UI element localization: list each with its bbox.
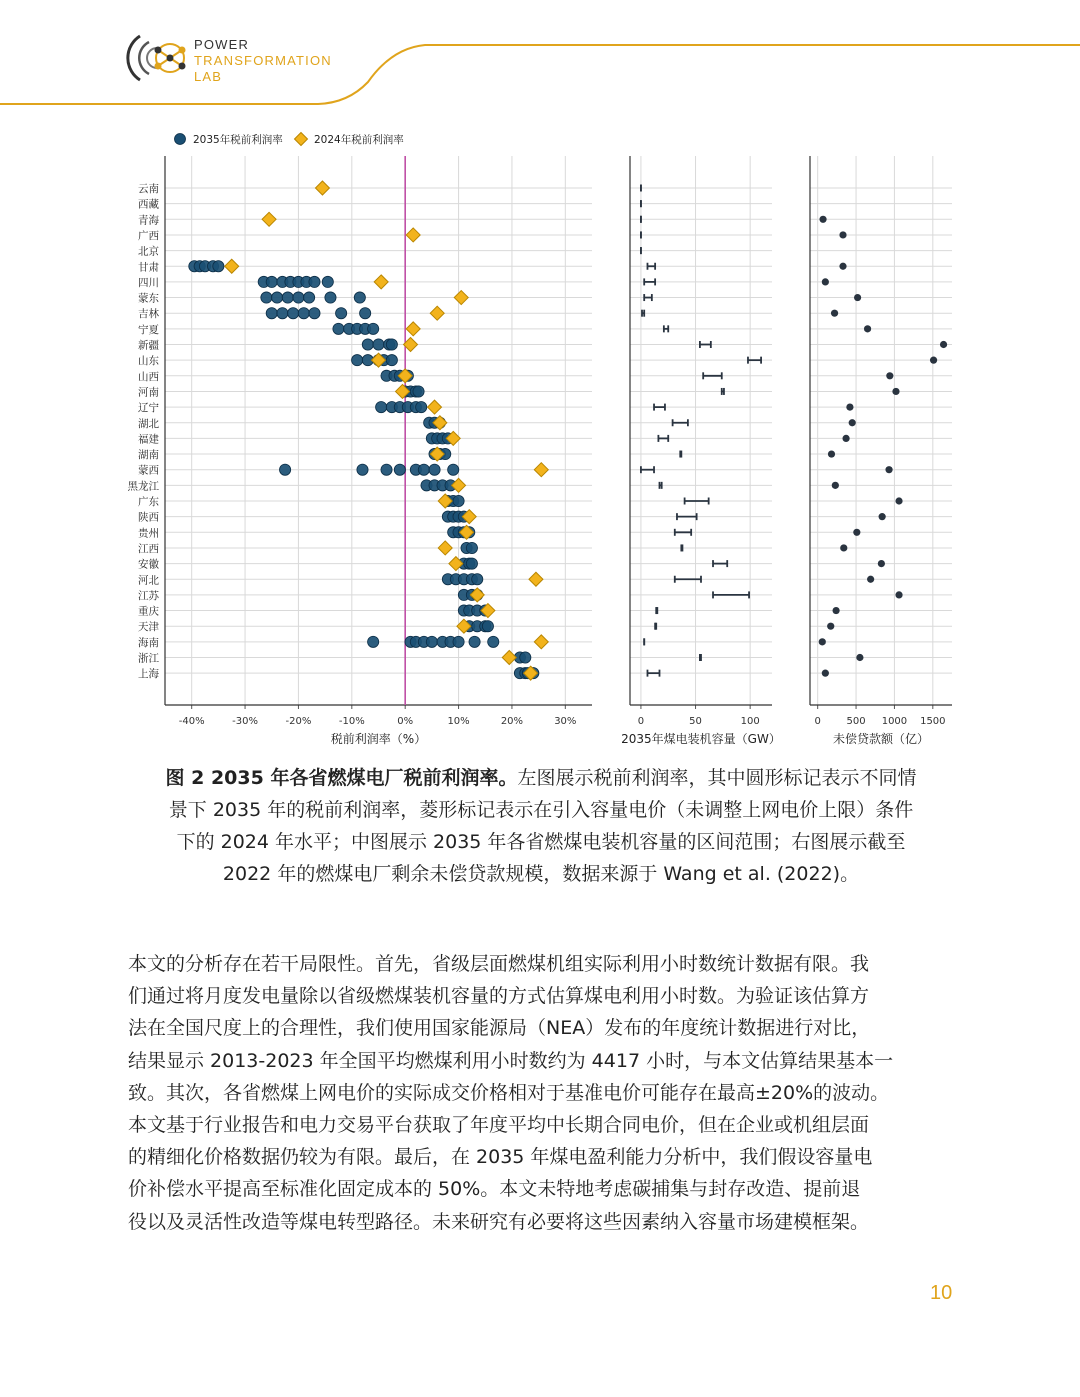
category-label: 辽宁 — [138, 402, 159, 415]
caption-line-1: 左图展示税前利润率，其中圆形标记表示不同情 — [517, 767, 917, 789]
loan-point — [867, 576, 874, 583]
category-label: 广东 — [138, 496, 159, 508]
logo-line-3: LAB — [194, 69, 223, 84]
loan-point — [849, 419, 856, 426]
profit-2035-point — [386, 355, 397, 366]
profit-2035-point — [309, 276, 320, 287]
loan-point — [930, 357, 937, 364]
profit-2035-point — [429, 464, 440, 475]
loan-point — [819, 638, 826, 645]
loan-point — [895, 497, 902, 504]
legend-diamond-icon — [295, 133, 308, 146]
x-tick-label: 500 — [846, 716, 866, 727]
profit-2035-point — [325, 292, 336, 303]
x-tick-label: 20% — [500, 716, 524, 727]
profit-2024-diamond — [406, 228, 420, 242]
category-label: 山东 — [138, 355, 159, 368]
x-axis-label: 未偿贷款额（亿） — [832, 732, 930, 746]
x-tick-label: 50 — [689, 716, 702, 727]
legend-circle-icon — [175, 134, 186, 145]
caption-line-3: 下的 2024 年水平；中图展示 2035 年各省燃煤电装机容量的区间范围；右图展示截至 — [176, 831, 906, 853]
category-label: 湖南 — [138, 449, 159, 462]
x-axis-label: 2035年煤电装机容量（GW） — [621, 732, 781, 746]
profit-2035-point — [469, 636, 480, 647]
category-label: 江苏 — [138, 589, 159, 602]
category-label: 河北 — [138, 574, 159, 587]
profit-2035-point — [368, 323, 379, 334]
profit-2035-point — [279, 464, 290, 475]
x-tick-label: -30% — [232, 716, 258, 727]
x-tick-label: 100 — [740, 716, 760, 727]
logo-line-1: POWER — [194, 37, 250, 52]
profit-2035-point — [368, 636, 379, 647]
profit-2024-diamond — [315, 181, 329, 195]
profit-2035-point — [282, 292, 293, 303]
profit-2035-point — [354, 292, 365, 303]
category-label: 蒙西 — [138, 464, 159, 477]
body-paragraph — [128, 948, 954, 1238]
loan-point — [846, 404, 853, 411]
loan-point — [895, 591, 902, 598]
profit-2024-diamond — [502, 651, 516, 665]
profit-2035-point — [472, 574, 483, 585]
loan-point — [878, 560, 885, 567]
profit-2035-point — [488, 636, 499, 647]
x-tick-label: 1500 — [920, 716, 946, 727]
loan-point — [822, 670, 829, 677]
profit-2024-diamond — [374, 275, 388, 289]
loan-point — [839, 263, 846, 270]
profit-2035-point — [266, 308, 277, 319]
category-label: 天津 — [138, 621, 159, 634]
profit-2035-point — [277, 308, 288, 319]
category-label: 福建 — [138, 433, 159, 446]
profit-2024-diamond — [262, 212, 276, 226]
category-label: 宁夏 — [138, 323, 159, 336]
category-label: 青海 — [138, 214, 159, 227]
category-label: 安徽 — [138, 558, 159, 571]
profit-2035-point — [309, 308, 320, 319]
profit-2035-point — [413, 386, 424, 397]
category-label: 上海 — [138, 668, 159, 681]
loan-point — [832, 607, 839, 614]
profit-2024-diamond — [529, 572, 543, 586]
legend-label-2035: 2035年税前利润率 — [193, 134, 283, 146]
category-label: 新疆 — [138, 339, 159, 352]
profit-2035-point — [304, 292, 315, 303]
loan-point — [892, 388, 899, 395]
profit-2024-diamond — [534, 463, 548, 477]
profit-2035-point — [373, 339, 384, 350]
profit-2035-point — [394, 464, 405, 475]
profit-2035-point — [333, 323, 344, 334]
loan-point — [842, 435, 849, 442]
category-label: 重庆 — [138, 605, 159, 618]
body-line: 本文的分析存在若干局限性。首先，省级层面燃煤机组实际利用小时数统计数据有限。我 — [128, 953, 870, 975]
page-number: 10 — [930, 1282, 953, 1304]
category-label: 四川 — [138, 276, 159, 289]
profit-2035-point — [376, 402, 387, 413]
category-label: 北京 — [138, 245, 159, 258]
profit-2035-point — [448, 464, 459, 475]
profit-2035-point — [266, 276, 277, 287]
loan-point — [864, 325, 871, 332]
category-label: 山西 — [138, 370, 159, 383]
category-label: 西藏 — [138, 198, 159, 211]
loan-point — [879, 513, 886, 520]
category-label: 河南 — [138, 386, 159, 399]
profit-2035-point — [386, 339, 397, 350]
profit-2035-point — [352, 355, 363, 366]
profit-2024-diamond — [225, 259, 239, 273]
x-tick-label: 10% — [447, 716, 470, 727]
x-tick-label: -10% — [338, 716, 365, 727]
loan-point — [828, 450, 835, 457]
loan-point — [886, 372, 893, 379]
category-label: 吉林 — [138, 308, 159, 321]
profit-2024-diamond — [406, 322, 420, 336]
profit-2024-diamond — [428, 400, 442, 414]
x-tick-label: 30% — [554, 716, 577, 727]
profit-2035-point — [453, 636, 464, 647]
category-label: 蒙东 — [138, 292, 159, 305]
profit-2035-point — [288, 308, 299, 319]
profit-2035-point — [357, 464, 368, 475]
category-label: 贵州 — [138, 527, 159, 540]
loan-point — [831, 310, 838, 317]
category-label: 江西 — [138, 542, 159, 555]
body-line: 结果显示 2013-2023 年全国平均燃煤利用小时数约为 4417 小时，与本文估算结果基本一 — [128, 1049, 894, 1072]
x-tick-label: -40% — [178, 716, 205, 727]
profit-2035-point — [520, 652, 531, 663]
category-label: 陕西 — [138, 511, 159, 524]
loan-point — [840, 544, 847, 551]
profit-2035-point — [426, 636, 437, 647]
profit-2035-point — [362, 339, 373, 350]
profit-2035-point — [482, 621, 493, 632]
category-label: 广西 — [138, 229, 159, 242]
figure-caption — [118, 762, 964, 890]
loan-point — [822, 278, 829, 285]
x-tick-label: 1000 — [881, 716, 908, 727]
body-line: 役以及灵活性改造等煤电转型路径。未来研究有必要将这些因素纳入容量市场建模框架。 — [128, 1210, 870, 1233]
profit-2035-point — [466, 558, 477, 569]
profit-2035-point — [418, 464, 429, 475]
loan-point — [853, 529, 860, 536]
loan-point — [854, 294, 861, 301]
x-axis-label: 税前利润率（%） — [330, 732, 427, 746]
profit-2035-point — [336, 308, 347, 319]
body-line: 们通过将月度发电量除以省级燃煤装机容量的方式估算煤电利用小时数。为验证该估算方 — [128, 985, 870, 1008]
category-label: 甘肃 — [138, 261, 159, 274]
loan-point — [832, 482, 839, 489]
legend-label-2024: 2024年税前利润率 — [314, 134, 404, 146]
profit-2035-point — [381, 464, 392, 475]
x-tick-label: -20% — [285, 716, 312, 727]
profit-2035-point — [360, 308, 371, 319]
body-line: 致。其次，各省燃煤上网电价的实际成交价格相对于基准电价可能存在最高±20%的波动。 — [128, 1081, 890, 1104]
profit-2035-point — [416, 402, 427, 413]
caption-label: 图 2 2035 年各省燃煤电厂税前利润率。 — [165, 767, 518, 789]
category-label: 海南 — [138, 636, 159, 649]
profit-2035-point — [213, 261, 224, 272]
body-line: 的精细化价格数据仍较为有限。最后，在 2035 年煤电盈利能力分析中，我们假设容量电 — [128, 1146, 873, 1169]
caption-line-4: 2022 年的燃煤电厂剩余未偿贷款规模，数据来源于 Wang et al. (2022)。 — [222, 863, 860, 885]
loan-point — [839, 231, 846, 238]
loan-point — [885, 466, 892, 473]
profit-2024-diamond — [430, 306, 444, 320]
profit-2035-point — [261, 292, 272, 303]
profit-2035-point — [322, 276, 333, 287]
profit-2035-point — [271, 292, 282, 303]
profit-2024-diamond — [534, 635, 548, 649]
category-label: 云南 — [138, 183, 159, 195]
profit-2035-point — [293, 292, 304, 303]
body-line: 法在全国尺度上的合理性，我们使用国家能源局（NEA）发布的年度统计数据进行对比， — [128, 1017, 871, 1040]
category-label: 浙江 — [138, 652, 159, 665]
x-tick-label: 0% — [397, 716, 414, 727]
profit-2024-diamond — [454, 291, 468, 305]
loan-point — [940, 341, 947, 348]
x-tick-label: 0 — [637, 716, 645, 727]
category-label: 湖北 — [138, 417, 159, 430]
profit-2035-point — [466, 542, 477, 553]
profit-2024-diamond — [438, 541, 452, 555]
body-line: 本文基于行业报告和电力交易平台获取了年度平均中长期合同电价，但在企业或机组层面 — [128, 1114, 870, 1137]
caption-line-2: 景下 2035 年的税前利润率，菱形标记表示在引入容量电价（未调整上网电价上限）条件 — [168, 799, 914, 821]
logo-line-2: TRANSFORMATION — [194, 53, 332, 68]
body-line: 价补偿水平提高至标准化固定成本的 50%。本文未特地考虑碳捕集与封存改造、提前退 — [128, 1178, 861, 1201]
loan-point — [819, 216, 826, 223]
profit-2035-point — [453, 495, 464, 506]
loan-point — [827, 623, 834, 630]
x-tick-label: 0 — [814, 716, 821, 727]
profit-2035-point — [298, 308, 309, 319]
loan-point — [856, 654, 863, 661]
category-label: 黑龙江 — [127, 480, 159, 493]
